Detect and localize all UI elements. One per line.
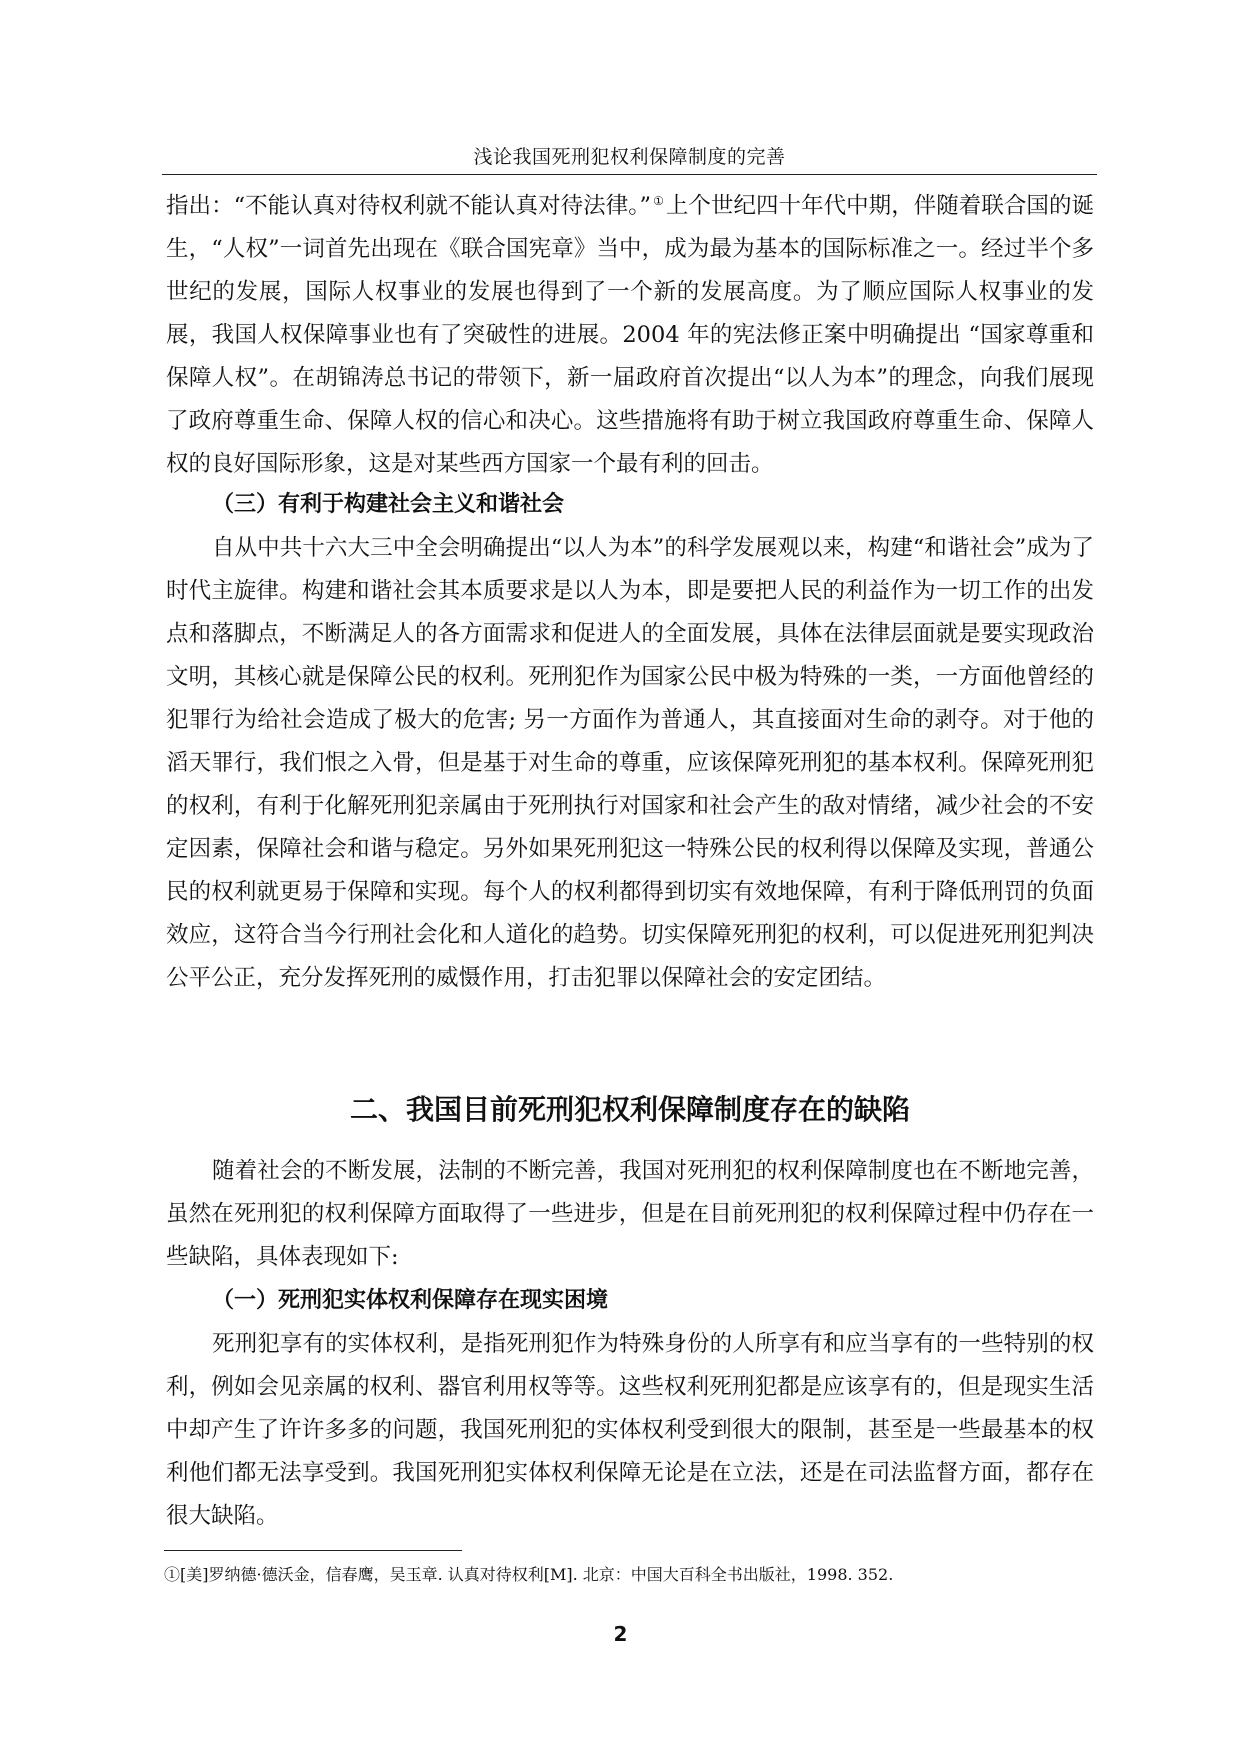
paragraph-harmonious-society: 自从中共十六大三中全会明确提出“以人为本”的科学发展观以来，构建“和谐社会”成为了时代主旋律。构建和谐社会其本质要求是以人为本，即是要把人民的利益作为一切工作的出发点和落脚点，不断满足人的各方面需求和促进人的全面发展，具体在法律层面就是要实现政治文明，其核心就是保障公民的权利。死刑犯作为国家公民中极为特殊的一类，一方面他曾经的犯罪行为给社会造成了极大的危害; 另一方面作为普通人，其直接面对生命的剥夺。对于他的滔天罪行，我们恨之入骨，但是基于对生命的尊重，应该保障死刑犯的基本权利。保障死刑犯的权利，有利于化解死刑犯亲属由于死刑执行对国家和社会产生的敌对情绪，减少社会的不安定因素，保障社会和谐与稳定。另外如果死刑犯这一特殊公民的权利得以保障及实现，普通公民的权利就更易于保障和实现。每个人的权利都得到切实有效地保障，有利于降低刑罚的负面效应，这符合当今行刑社会化和人道化的趋势。切实保障死刑犯的权利，可以促进死刑犯判决公平公正，充分发挥死刑的威慑作用，打击犯罪以保障社会的安定团结。: [166, 535, 1094, 991]
paragraph-human-rights: [166, 185, 1094, 486]
paragraph-substantive-rights: 死刑犯享有的实体权利，是指死刑犯作为特殊身份的人所享有和应当享有的一些特别的权利，例如会见亲属的权利、器官利用权等等。这些权利死刑犯都是应该享有的，但是现实生活中却产生了许许多多的问题，我国死刑犯的实体权利受到很大的限制，甚至是一些最基本的权利他们都无法享受到。我国死刑犯实体权利保障无论是在立法，还是在司法监督方面，都存在很大缺陷。: [166, 1331, 1094, 1529]
section-heading-defects: 二、我国目前死刑犯权利保障制度存在的缺陷: [349, 1093, 910, 1126]
paragraph-text-post: 上个世纪四十年代中期，伴随着联合国的诞生，“人权”一词首先出现在《联合国宪章》当中，成为最为基本的国际标准之一。经过半个多世纪的发展，国际人权事业的发展也得到了一个新的发展高度。为了顺应国际人权事业的发展，我国人权保障事业也有了突破性的进展。2004 年的宪法修正案中明确提出 “国家尊重和保障人权”。在胡锦涛总书记的带领下，新一届政府首次提出“以人为本”的理念，向我们展现了政府尊重生命、保障人权的信心和决心。这些措施将有助于树立我国政府尊重生命、保障人权的良好国际形象，这是对某些西方国家一个最有利的回击。: [166, 193, 1094, 477]
footnote-divider: [164, 1550, 462, 1551]
footnote-citation: ①[美]罗纳德·德沃金，信春鹰，吴玉章. 认真对待权利[M]. 北京：中国大百科全书出版社，1998. 352.: [164, 1565, 894, 1584]
page-number: 2: [613, 1622, 628, 1646]
subheading-harmonious-society: （三）有利于构建社会主义和谐社会: [212, 492, 565, 517]
footnote-marker[interactable]: ①: [653, 193, 664, 208]
subheading-substantive-rights: （一）死刑犯实体权利保障存在现实困境: [212, 1288, 609, 1313]
paragraph-defects-intro: 随着社会的不断发展，法制的不断完善，我国对死刑犯的权利保障制度也在不断地完善，虽然在死刑犯的权利保障方面取得了一些进步，但是在目前死刑犯的权利保障过程中仍存在一些缺陷，具体表现如下:: [166, 1158, 1094, 1270]
paragraph-text-pre: 指出：“不能认真对待权利就不能认真对待法律。”: [166, 193, 652, 219]
running-header: 浅论我国死刑犯权利保障制度的完善: [473, 146, 786, 168]
header-divider: [162, 174, 1097, 175]
